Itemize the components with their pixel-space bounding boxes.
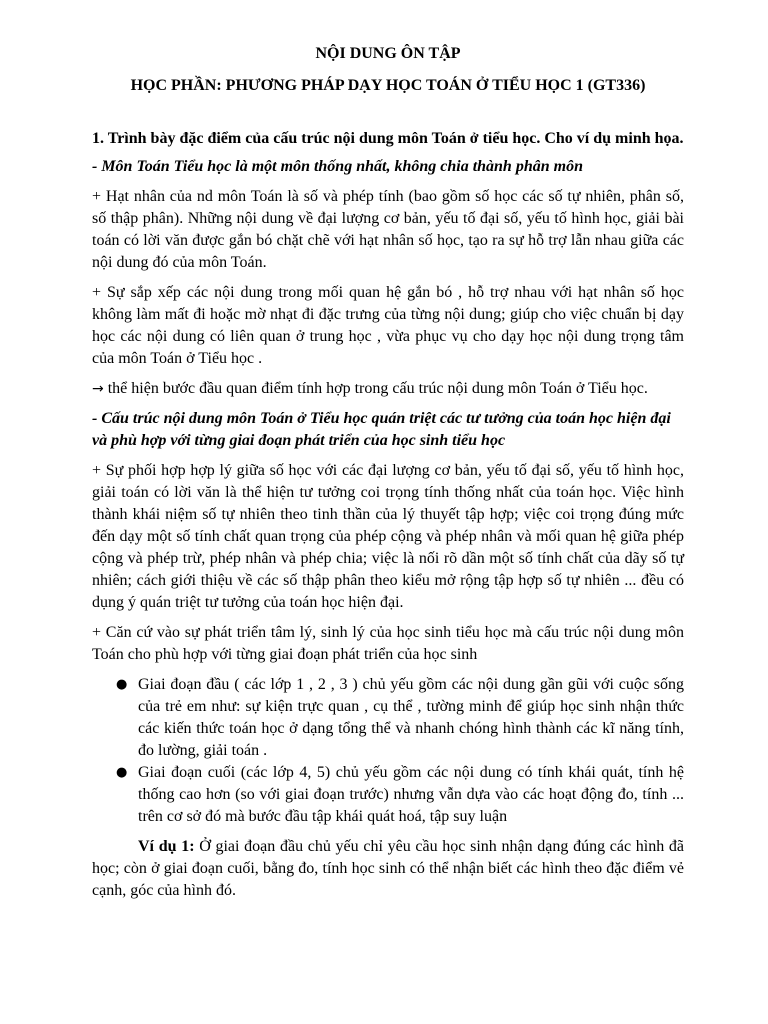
paragraph-5: + Căn cứ vào sự phát triển tâm lý, sinh lý của học sinh tiểu học mà cấu trúc nội dung môn Toán cho phù hợp với từng giai đoạn phát triển của học sinh [92,624,684,663]
document-subtitle: HỌC PHẦN: PHƯƠNG PHÁP DẠY HỌC TOÁN Ở TIỂU HỌC 1 (GT336) [130,77,646,94]
subheading-2: - Cấu trúc nội dung môn Toán ở Tiểu học quán triệt các tư tưởng của toán học hiện đại và phù hợp với từng giai đoạn phát triển của học sinh tiểu học [92,410,671,449]
list-item-text: Giai đoạn cuối (các lớp 4, 5) chủ yếu gồm các nội dung có tính khái quát, tính hệ thống cao hơn (so với giai đoạn trước) nhưng vẫn dựa vào các hoạt động đo, tính ... trên cơ sở đó mà bước đầu tập khái quát hoá, tập suy luận [138,764,684,825]
question-1: 1. Trình bày đặc điểm của cấu trúc nội dung môn Toán ở tiểu học. Cho ví dụ minh họa. [92,130,684,147]
paragraph-3 [92,378,684,400]
list-item [116,762,684,828]
arrow-right-icon: → [92,381,104,397]
example-1 [92,836,684,902]
bullet-list [92,674,684,828]
document-title: NỘI DUNG ÔN TẬP [315,45,461,62]
list-item [116,674,684,762]
example-label: Ví dụ 1: [138,838,195,855]
paragraph-4: + Sự phối hợp hợp lý giữa số học với các đại lượng cơ bản, yếu tố đại số, yếu tố hình học, giải toán có lời văn là thể hiện tư tưởng coi trọng tính thống nhất của toán học. Việc hình thành khái niệm số tự nhiên theo tinh thần của lý thuyết tập hợp; việc coi trọng đúng mức đến dạy một số tính chất quan trọng của phép cộng và phép nhân và mối quan hệ giữa phép cộng và phép trừ, phép nhân và phép chia; việc là nối rõ dần một số tính chất của dãy số tự nhiên; cách giới thiệu về các số thập phân theo kiểu mở rộng tập hợp số tự nhiên ... đều có dụng ý quán triệt tư tưởng của toán học hiện đại. [92,462,684,611]
list-item-text: Giai đoạn đầu ( các lớp 1 , 2 , 3 ) chủ yếu gồm các nội dung gần gũi với cuộc sống của trẻ em như: sự kiện trực quan , cụ thể , tường minh để giúp học sinh nhận thức các kiến thức toán học ở dạng tổng thể và nhanh chóng hình thành các kĩ năng tính, đo lường, giải toán . [138,676,684,759]
example-text: Ở giai đoạn đầu chủ yếu chỉ yêu cầu học sinh nhận dạng đúng các hình đã học; còn ở giai đoạn cuối, bằng đo, tính học sinh có thể nhận biết các hình theo đặc điểm vẻ cạnh, góc của hình đó. [92,838,685,899]
paragraph-2: + Sự sắp xếp các nội dung trong mối quan hệ gắn bó , hỗ trợ nhau với hạt nhân số học không làm mất đi hoặc mờ nhạt đi đặc trưng của từng nội dung; giúp cho việc chuẩn bị dạy học các nội dung có liên quan ở trung học , vừa phục vụ cho dạy học nội dung trọng tâm của môn Toán ở Tiểu học . [92,284,684,367]
paragraph-3-text: thể hiện bước đầu quan điểm tính hợp trong cấu trúc nội dung môn Toán ở Tiểu học. [103,380,648,397]
paragraph-1: + Hạt nhân của nd môn Toán là số và phép tính (bao gồm số học các số tự nhiên, phân số, số thập phân). Những nội dung về đại lượng cơ bản, yếu tố đại số, yếu tố hình học, giải bài toán có lời văn được gắn bó chặt chẽ với hạt nhân số học, tạo ra sự hỗ trợ lẫn nhau giữa các nội dung đó của môn Toán. [92,188,684,271]
bullet-icon: ● [116,677,128,692]
bullet-icon: ● [116,765,128,780]
subheading-1: - Môn Toán Tiểu học là một môn thống nhất, không chia thành phân môn [92,158,583,175]
